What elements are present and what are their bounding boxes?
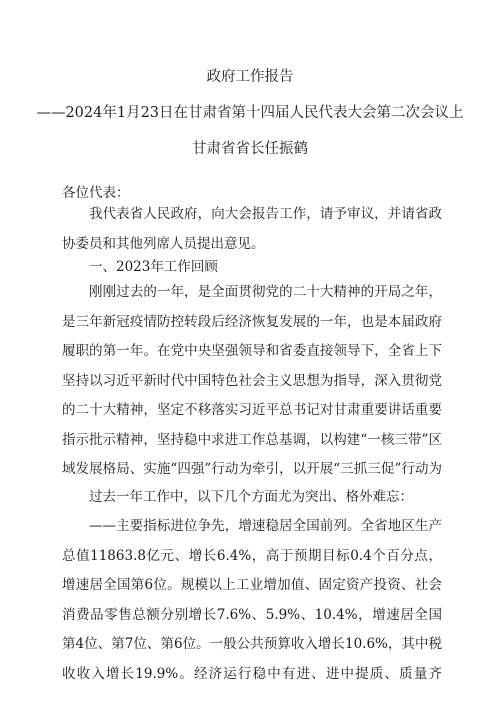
document-title: 政府工作报告: [206, 69, 294, 85]
document-speaker: 甘肃省省长任振鹤: [192, 141, 308, 157]
intro-paragraph: 我代表省人民政府，向大会报告工作，请予审议，并请省政协委员和其他列席人员提出意见。: [62, 206, 442, 252]
document-subtitle: ——2024年1月23日在甘肃省第十四届人民代表大会第二次会议上: [36, 105, 464, 121]
salutation: 各位代表：: [62, 185, 130, 201]
section-heading-review: 一、2023年工作回顾: [89, 259, 218, 275]
indicators-paragraph: ——主要指标进位争先，增速稳居全国前列。全省地区生产总值11863.8亿元、增长6.4%，高于预期目标0.4个百分点，增速居全国第6位。规模以上工业增加值、固定资产投资、社会消费品零售总额分别增长7.6%、5.9%、10.4%，增速居全国第4位、第7位、第6位。一般公共预算收入增长10.6%，其中税收收入增长19.9%。经济运行稳中有进、进中提质、质量齐: [62, 518, 442, 682]
highlights-intro-paragraph: 过去一年工作中，以下几个方面尤为突出、格外难忘：: [89, 489, 413, 505]
review-paragraph: 刚刚过去的一年，是全面贯彻党的二十大精神的开局之年，是三年新冠疫情防控转段后经济恢复发展的一年，也是本届政府履职的第一年。在党中央坚强领导和省委直接领导下，全省上下坚持以习近平新时代中国特色社会主义思想为指导，深入贯彻党的二十大精神，坚定不移落实习近平总书记对甘肃重要讲话重要指示批示精神，坚持稳中求进工作总基调，以构建“一核三带”区域发展格局、实施“四强”行动为牵引，以开展“三抓三促”行动为: [62, 284, 442, 477]
